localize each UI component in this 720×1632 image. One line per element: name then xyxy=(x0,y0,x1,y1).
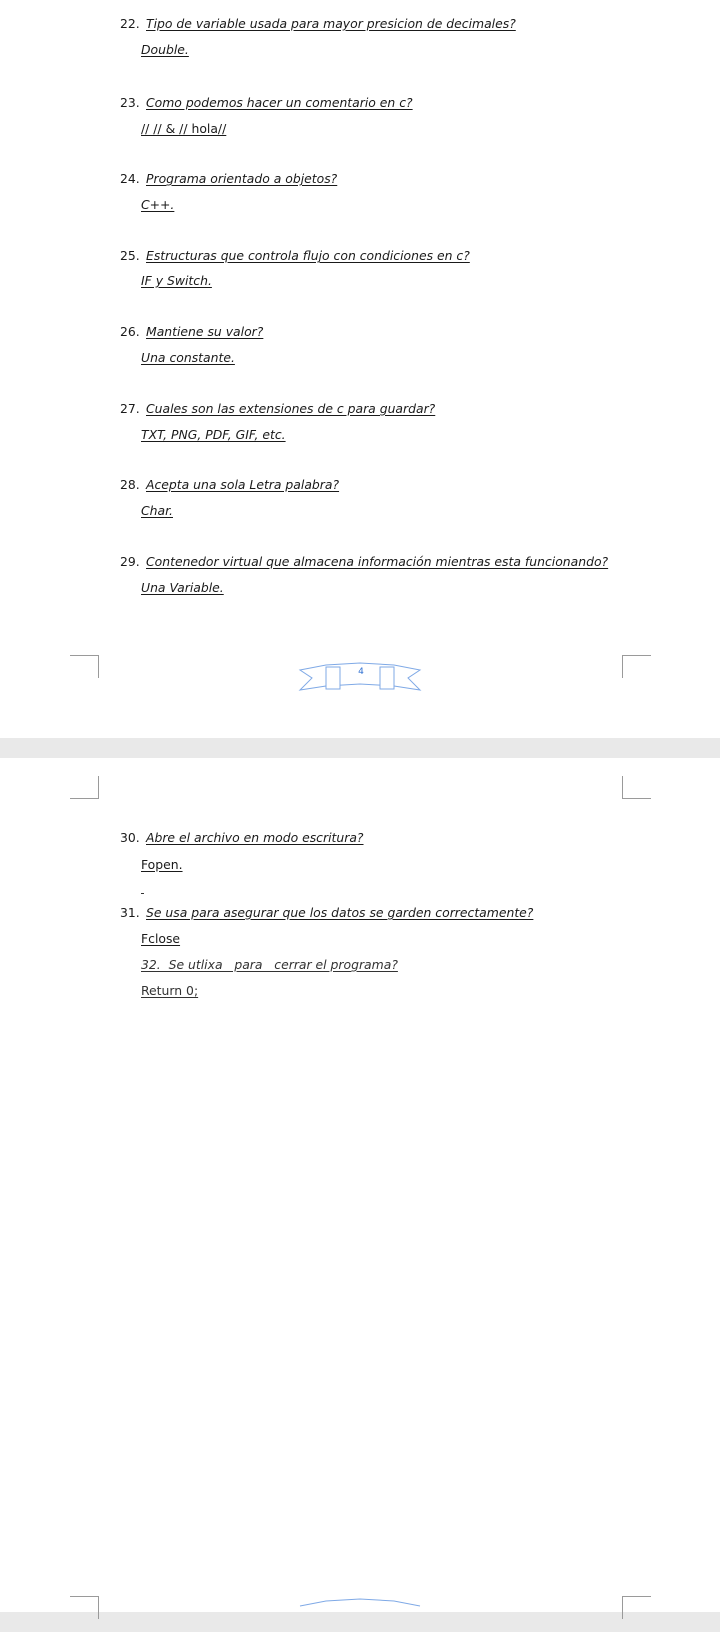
footer-banner-decoration-2 xyxy=(298,1598,422,1632)
crop-mark-bottom-left-2 xyxy=(70,1596,99,1619)
stray-dash xyxy=(141,893,144,894)
question-24: 24. Programa orientado a objetos? xyxy=(120,171,338,186)
crop-mark-bottom-right-2 xyxy=(622,1596,651,1619)
answer-31: Fclose xyxy=(141,931,181,946)
crop-mark-bottom-left xyxy=(70,655,99,678)
question-23: 23. Como podemos hacer un comentario en c? xyxy=(120,95,413,110)
question-27: 27. Cuales son las extensiones de c para guardar? xyxy=(120,401,436,416)
answer-30: Fopen. xyxy=(141,857,183,872)
question-28: 28. Acepta una sola Letra palabra? xyxy=(120,477,340,492)
question-25: 25. Estructuras que controla flujo con condiciones en c? xyxy=(120,248,470,263)
document-page-2 xyxy=(0,758,720,1612)
crop-mark-top-left xyxy=(70,776,99,799)
answer-26: Una constante. xyxy=(141,350,235,365)
answer-24: C++. xyxy=(141,197,175,212)
question-26: 26. Mantiene su valor? xyxy=(120,324,264,339)
answer-22: Double. xyxy=(141,42,189,57)
page-number: 4 xyxy=(358,667,364,677)
question-29: 29. Contenedor virtual que almacena información mientras esta funcionando? xyxy=(120,554,609,569)
answer-27: TXT, PNG, PDF, GIF, etc. xyxy=(141,427,286,442)
answer-23: // // & // hola// xyxy=(141,121,227,136)
answer-29: Una Variable. xyxy=(141,580,224,595)
crop-mark-top-right xyxy=(622,776,651,799)
answer-28: Char. xyxy=(141,503,173,518)
answer-25: IF y Switch. xyxy=(141,273,212,288)
document-page-1 xyxy=(0,0,720,738)
crop-mark-bottom-right xyxy=(622,655,651,678)
question-31: 31. Se usa para asegurar que los datos se garden correctamente? xyxy=(120,905,534,920)
answer-32: Return 0; xyxy=(141,983,199,998)
question-30: 30. Abre el archivo en modo escritura? xyxy=(120,830,364,845)
question-32: 32. Se utlixa para cerrar el programa? xyxy=(141,957,398,972)
question-22: 22. Tipo de variable usada para mayor presicion de decimales? xyxy=(120,16,516,31)
